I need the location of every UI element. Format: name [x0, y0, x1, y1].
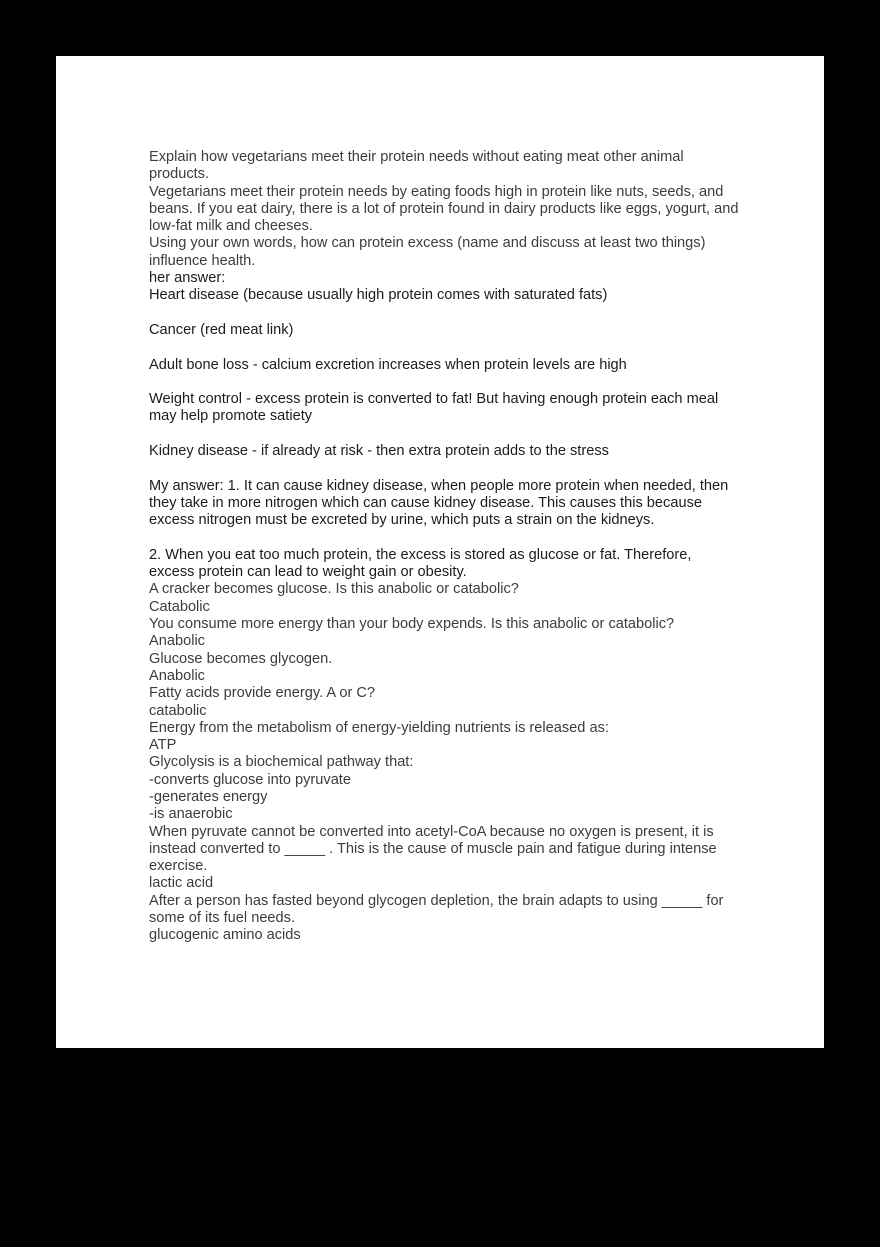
answer-energy-release: ATP — [149, 737, 177, 754]
answer-vegetarian-protein: Vegetarians meet their protein needs by eating foods high in protein like nuts, seeds, and beans. If you eat dairy, there is a lot of protein found in dairy products like eggs, yogurt, and low-fat milk and cheeses. — [149, 183, 739, 235]
her-answer-item: Heart disease (because usually high protein comes with saturated fats) — [149, 287, 608, 304]
spacer — [149, 460, 739, 477]
question-fasting-brain: After a person has fasted beyond glycogen depletion, the brain adapts to using _____ for some of its fuel needs. — [149, 892, 724, 927]
question-energy-release: Energy from the metabolism of energy-yielding nutrients is released as: — [149, 719, 609, 736]
her-answer-item: Adult bone loss - calcium excretion increases when protein levels are high — [149, 356, 627, 373]
answer-fasting-brain: glucogenic amino acids — [149, 927, 301, 944]
question-pyruvate: When pyruvate cannot be converted into acetyl-CoA because no oxygen is present, it is instead converted to _____ . This is the cause of muscle pain and fatigue during intense exercise. — [149, 823, 717, 875]
her-answer-item: Weight control - excess protein is converted to fat! But having enough protein each meal may help promote satiety — [149, 391, 719, 425]
answer-fatty-acids: catabolic — [149, 702, 207, 719]
my-answer-2: 2. When you eat too much protein, the excess is stored as glucose or fat. Therefore, excess protein can lead to weight gain or obesity. — [149, 546, 692, 581]
question-fatty-acids: Fatty acids provide energy. A or C? — [149, 685, 376, 702]
question-energy-consumption: You consume more energy than your body expends. Is this anabolic or catabolic? — [149, 616, 675, 633]
question-protein-excess: Using your own words, how can protein excess (name and discuss at least two things) influence health. — [149, 235, 706, 269]
glycolysis-item: -is anaerobic — [149, 806, 233, 823]
spacer — [149, 339, 739, 356]
my-answer-1: My answer: 1. It can cause kidney disease, when people more protein when needed, then they take in more nitrogen which can cause kidney disease. This causes this because excess nitrogen must be excreted by urine, which puts a strain on the kidneys. — [149, 477, 729, 529]
question-glycogen: Glucose becomes glycogen. — [149, 650, 333, 667]
answer-pyruvate: lactic acid — [149, 875, 214, 892]
glycolysis-item: -generates energy — [149, 788, 268, 805]
her-answer-label: her answer: — [149, 270, 226, 287]
answer-cracker: Catabolic — [149, 598, 210, 615]
question-glycolysis: Glycolysis is a biochemical pathway that: — [149, 754, 414, 771]
question-cracker: A cracker becomes glucose. Is this anabolic or catabolic? — [149, 581, 519, 598]
her-answer-item: Cancer (red meat link) — [149, 321, 294, 338]
answer-energy-consumption: Anabolic — [149, 633, 205, 650]
document-content — [149, 149, 739, 945]
question-vegetarian-protein: Explain how vegetarians meet their protein needs without eating meat other animal products. — [149, 149, 684, 183]
her-answer-item: Kidney disease - if already at risk - then extra protein adds to the stress — [149, 443, 609, 460]
spacer — [149, 374, 739, 391]
answer-glycogen: Anabolic — [149, 667, 205, 684]
spacer — [149, 530, 739, 547]
spacer — [149, 426, 739, 443]
document-page — [56, 56, 824, 1048]
glycolysis-item: -converts glucose into pyruvate — [149, 771, 351, 788]
spacer — [149, 305, 739, 322]
